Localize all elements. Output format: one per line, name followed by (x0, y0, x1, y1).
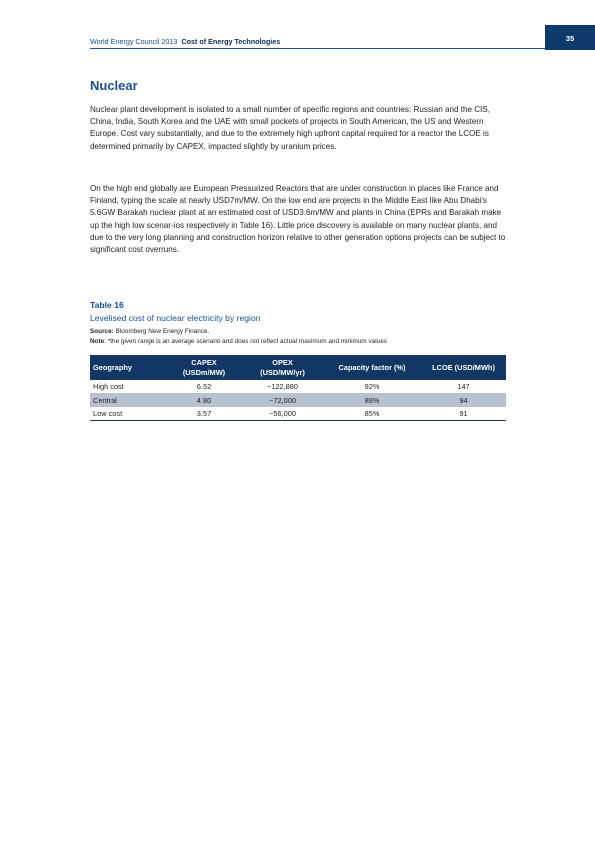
header-capex-line2: (USDm/MW) (182, 367, 226, 377)
table-row (90, 407, 506, 421)
table-row (90, 380, 506, 393)
header-publication: Cost of Energy Technologies (181, 37, 281, 46)
cell-capex: 6.52 (196, 382, 212, 392)
cell-capex: 3.57 (166, 407, 242, 421)
section-title: Nuclear (90, 78, 138, 93)
cell-capex: 4.80 (166, 393, 242, 406)
cell-geography: Low cost (90, 407, 166, 421)
header-capacity-factor: Capacity factor (%) (323, 355, 421, 380)
cell-capacity-factor: 88% (323, 393, 421, 406)
cell-geography: Central (90, 393, 166, 406)
table-source (90, 328, 209, 335)
cell-capacity-factor: 92% (364, 382, 380, 392)
header-opex-line2: (USD/MW/yr) (260, 367, 305, 377)
table-header-row (90, 355, 506, 380)
header-opex-line1: OPEX (272, 357, 293, 367)
note-label: Note (90, 338, 105, 345)
cell-opex: ~56,000 (242, 407, 323, 421)
header-geography: Geography (90, 355, 166, 380)
header-capex-line1: CAPEX (191, 357, 217, 367)
table-title: Levelised cost of nuclear electricity by region (90, 313, 261, 323)
body-paragraph-2: On the high end globally are European Pressurized Reactors that are under construction in places like France and Finland, typing the scale at nearly USD7m/MW. On the low end are projects in the Middle East like Abu Dhabi's 5.6GW Barakah nuclear plant at an estimated cost of USD3.6m/MW and plants in China (EPRs and Barakah make up the high low scenar-ios respectively in Table 16). Little price discovery is available on many nuclear plants, and due to the very long planning and construction horizon relative to other generation options projects can be subject to significant cost overruns. (90, 184, 506, 255)
table-label: Table 16 (90, 300, 124, 310)
cell-opex: ~122,880 (266, 382, 299, 392)
page-number: 35 (565, 34, 575, 43)
header-lcoe: LCOE (USD/MWh) (421, 355, 506, 380)
cell-geography: High cost (93, 382, 124, 392)
header-opex (242, 355, 323, 380)
body-paragraph-1: Nuclear plant development is isolated to a small number of specific regions and countries: Russian and the CIS, China, India, South Korea and the UAE with small pockets of projects in South American, the US and Western Europe. Cost vary substantially, and due to the extremely high upfront capital required for a reactor the LCOE is determined primarily by CAPEX, impacted slightly by uranium prices. (90, 105, 490, 151)
page-number-tab (545, 25, 595, 50)
nuclear-lcoe-table (90, 355, 506, 421)
cell-capacity-factor: 85% (323, 407, 421, 421)
cell-opex: ~72,000 (242, 393, 323, 406)
note-text: : *the given range is an average scenario and does not reflect actual maximum and minimum values (104, 338, 387, 345)
cell-lcoe: 91 (421, 407, 506, 421)
table-row (90, 393, 506, 406)
running-header (90, 37, 280, 46)
header-rule (90, 48, 545, 49)
source-label: Source: (90, 328, 114, 335)
table-note (90, 338, 387, 345)
cell-lcoe: 147 (457, 382, 470, 392)
header-capex (166, 355, 242, 380)
source-text: Bloomberg New Energy Finance. (113, 328, 210, 335)
cell-lcoe: 94 (421, 393, 506, 406)
header-organization: World Energy Council 2013 (90, 37, 178, 46)
